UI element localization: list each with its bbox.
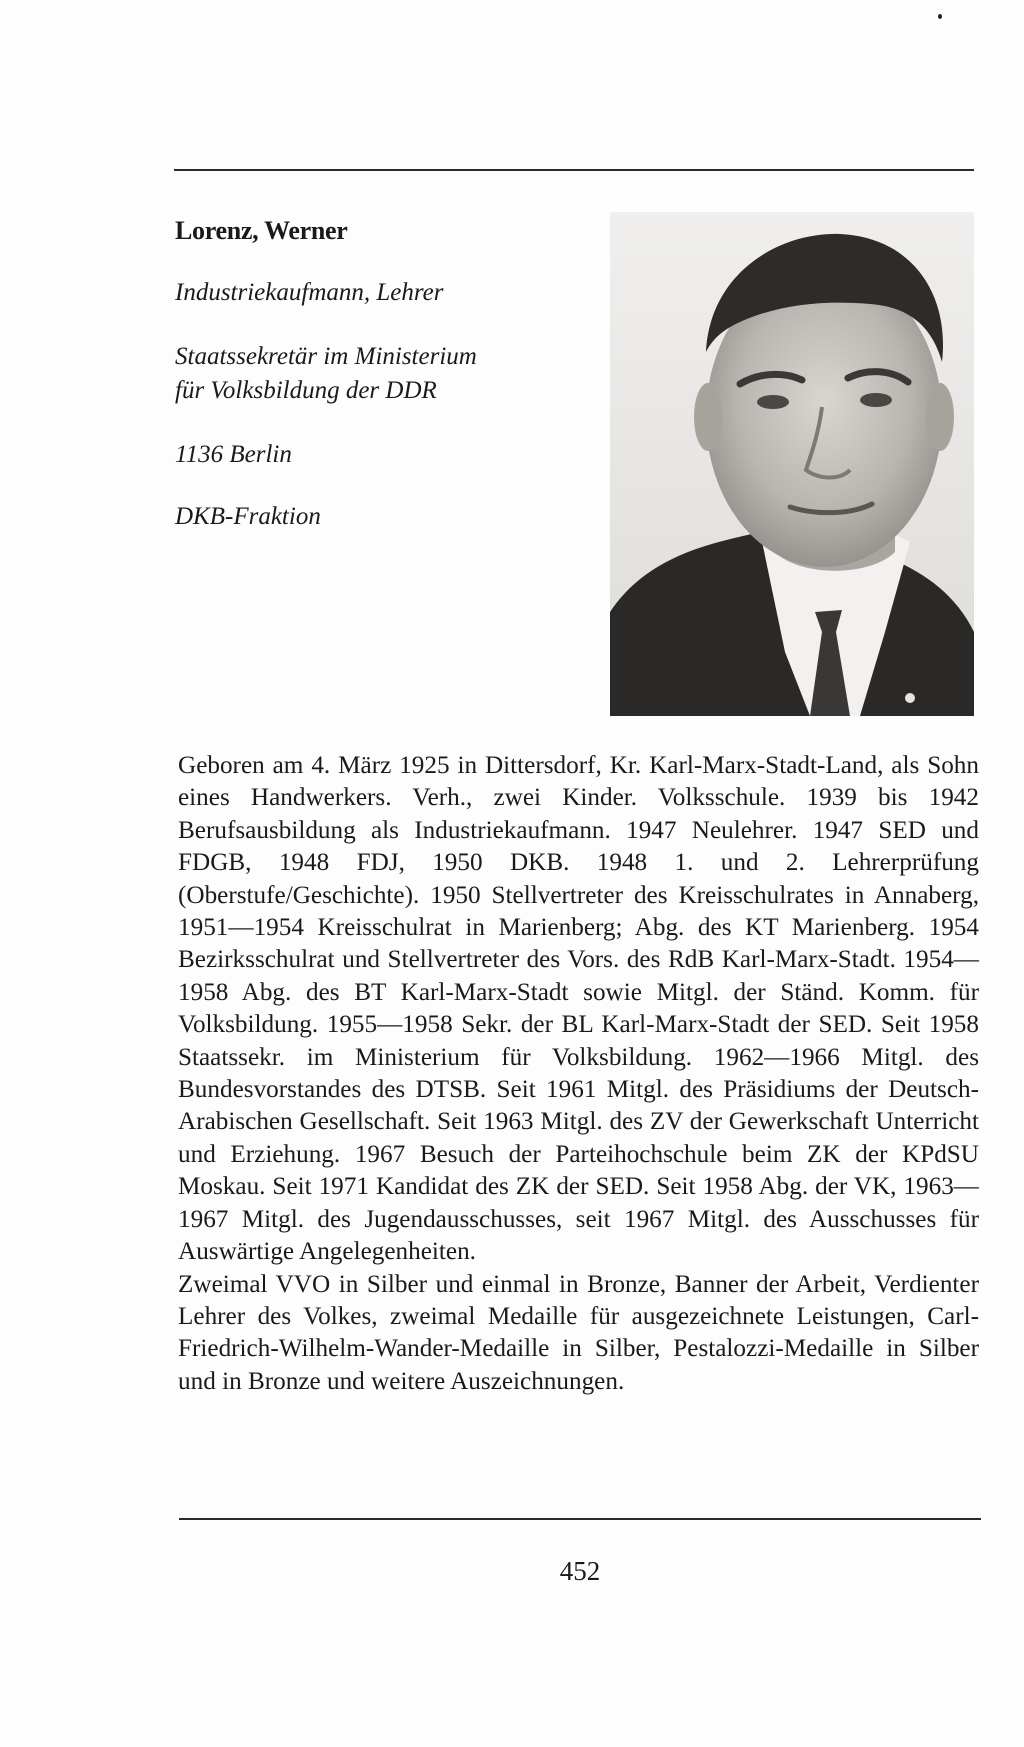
top-rule [174,169,974,171]
position-line-1: Staatssekretär im Ministerium [175,343,477,370]
biography-paragraph-2: Zweimal VVO in Silber und einmal in Bronze, Banner der Arbeit, Verdienter Lehrer des Volkes, zweimal Medaille für ausgezeichnete Leistungen, Carl-Friedrich-Wilhelm-Wander-Medaille in Silber, Pestalozzi-Medaille in Silber und in Bronze und weitere Auszeichnungen. [178,1270,979,1395]
faction: DKB-Fraktion [175,503,321,530]
person-name: Lorenz, Werner [175,216,348,245]
position-line-2: für Volksbildung der DDR [175,377,437,404]
lapel-pin [905,693,915,703]
left-ear [694,383,722,451]
profession: Industriekaufmann, Lehrer [175,279,444,306]
left-eye [757,395,789,409]
position [175,340,477,408]
right-ear [926,383,954,451]
biography [178,750,979,1398]
portrait-illustration [610,212,974,716]
city: 1136 Berlin [175,441,292,468]
biography-paragraph-1: Geboren am 4. März 1925 in Dittersdorf, Kr. Karl-Marx-Stadt-Land, als Sohn eines Handwerkers. Verh., zwei Kinder. Volksschule. 1939 bis 1942 Berufsausbildung als Industriekaufmann. 1947 Neulehrer. 1947 SED und FDGB, 1948 FDJ, 1950 DKB. 1948 1. und 2. Lehrerprüfung (Oberstufe/Geschichte). 1950 Stellvertreter des Kreisschulrates in Annaberg, 1951—1954 Kreisschulrat in Marienberg; Abg. des KT Marienberg. 1954 Bezirksschulrat und Stellvertreter des Vors. des RdB Karl-Marx-Stadt. 1954—1958 Abg. des BT Karl-Marx-Stadt sowie Mitgl. der Ständ. Komm. für Volksbildung. 1955—1958 Sekr. der BL Karl-Marx-Stadt der SED. Seit 1958 Staatssekr. im Ministerium für Volksbildung. 1962—1966 Mitgl. des Bundesvorstandes des DTSB. Seit 1961 Mitgl. des Präsidiums der Deutsch-Arabischen Gesellschaft. Seit 1963 Mitgl. des ZV der Gewerkschaft Unterricht und Erziehung. 1967 Besuch der Parteihochschule beim ZK der KPdSU Moskau. Seit 1971 Kandidat des ZK der SED. Seit 1958 Abg. der VK, 1963—1967 Mitgl. des Jugendausschusses, seit 1967 Mitgl. des Ausschusses für Auswärtige Angelegenheiten. [178,752,979,1266]
page-number: 452 [559,1556,601,1586]
bottom-rule [179,1518,981,1520]
portrait-photo [610,212,974,716]
right-eye [860,393,892,407]
speck-mark [938,14,942,19]
